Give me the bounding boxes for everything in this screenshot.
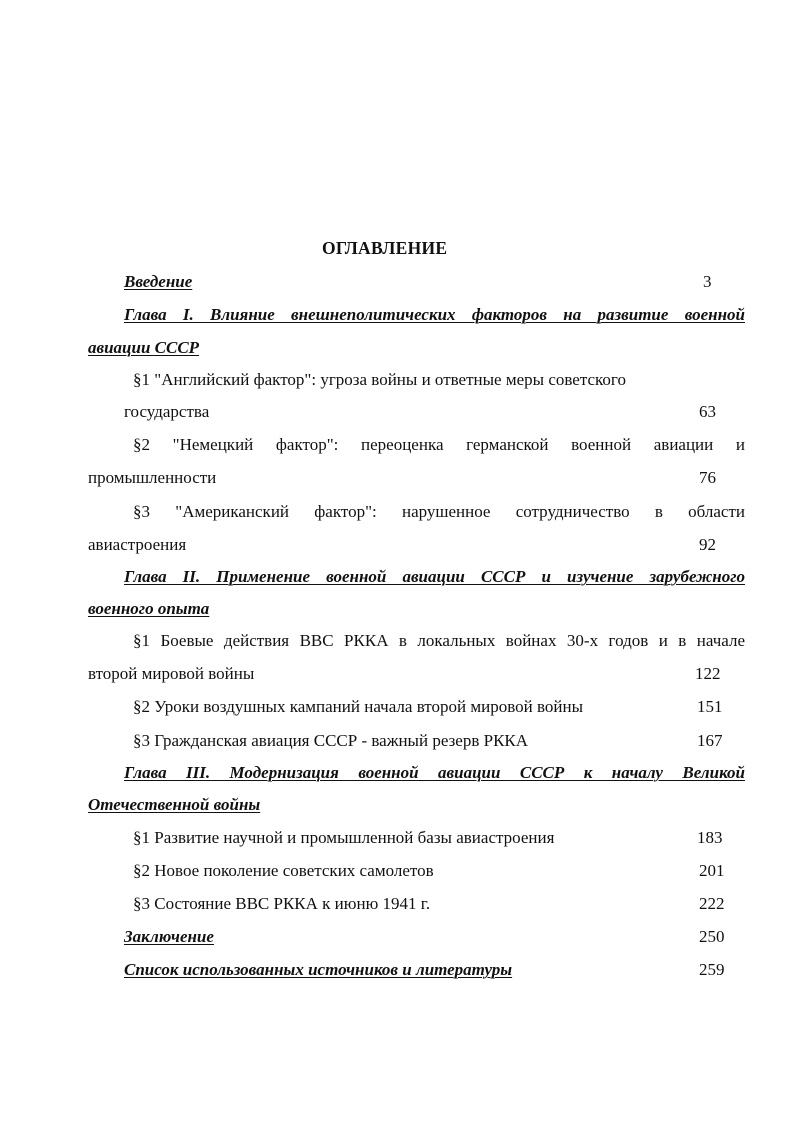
toc-ch1-s2-page: 76 xyxy=(699,468,716,487)
toc-ch3-s2-page: 201 xyxy=(699,861,725,880)
toc-intro-label: Введение xyxy=(124,272,193,291)
toc-ch2-s3-page: 167 xyxy=(697,731,723,750)
toc-ch1-s2: §2 "Немецкий фактор": переоценка германской военной авиации и xyxy=(133,435,745,454)
toc-ch3-s2: §2 Новое поколение советских самолетов xyxy=(133,861,434,880)
toc-ch2-s2-page: 151 xyxy=(697,697,723,716)
toc-ch2-s1-cont: второй мировой войны xyxy=(88,664,255,683)
toc-ch3-s1: §1 Развитие научной и промышленной базы авиастроения xyxy=(133,828,555,847)
toc-ch1-s2-cont: промышленности xyxy=(88,468,217,487)
toc-ch1-s3: §3 "Американский фактор": нарушенное сотрудничество в области xyxy=(133,502,745,521)
toc-intro-page: 3 xyxy=(703,272,712,291)
page-title: ОГЛАВЛЕНИЕ xyxy=(322,238,448,258)
toc-ch1-s3-page: 92 xyxy=(699,535,716,554)
toc-chapter2-title-cont: военного опыта xyxy=(88,599,210,618)
toc-conclusion-label: Заключение xyxy=(124,927,214,946)
toc-sources-page: 259 xyxy=(699,960,725,979)
toc-ch1-s1: §1 "Английский фактор": угроза войны и ответные меры советского xyxy=(133,370,626,389)
toc-chapter1-title: Глава I. Влияние внешнеполитических факторов на развитие военной xyxy=(124,305,745,324)
toc-ch1-s1-page: 63 xyxy=(699,402,716,421)
toc-conclusion-page: 250 xyxy=(699,927,725,946)
toc-chapter2-title: Глава II. Применение военной авиации СССР и изучение зарубежного xyxy=(124,567,745,586)
toc-ch1-s3-cont: авиастроения xyxy=(88,535,187,554)
toc-ch3-s3: §3 Состояние ВВС РККА к июню 1941 г. xyxy=(133,894,431,913)
toc-ch1-s1-cont: государства xyxy=(124,402,210,421)
toc-ch3-s1-page: 183 xyxy=(697,828,723,847)
toc-sources-label: Список использованных источников и литературы xyxy=(124,960,513,979)
toc-ch2-s1-page: 122 xyxy=(695,664,721,683)
toc-ch3-s3-page: 222 xyxy=(699,894,725,913)
toc-chapter3-title: Глава III. Модернизация военной авиации СССР к началу Великой xyxy=(124,763,745,782)
toc-ch2-s2: §2 Уроки воздушных кампаний начала второй мировой войны xyxy=(133,697,584,716)
toc-chapter3-title-cont: Отечественной войны xyxy=(88,795,261,814)
toc-ch2-s3: §3 Гражданская авиация СССР - важный резерв РККА xyxy=(133,731,529,750)
toc-ch2-s1: §1 Боевые действия ВВС РККА в локальных войнах 30-х годов и в начале xyxy=(133,631,745,650)
toc-chapter1-title-cont: авиации СССР xyxy=(88,338,200,357)
